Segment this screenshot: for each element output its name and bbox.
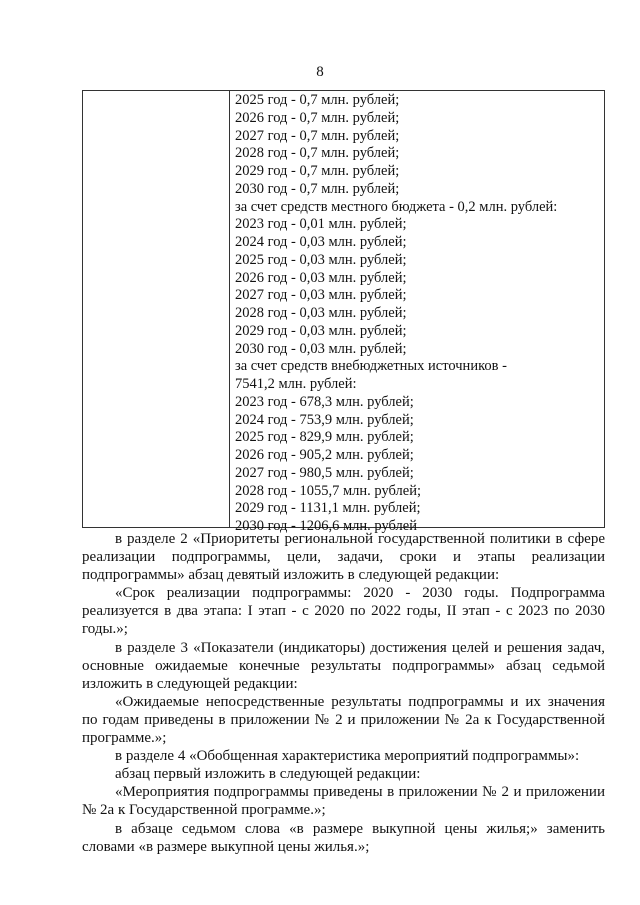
table-line: 2026 год - 905,2 млн. рублей; bbox=[235, 447, 414, 463]
table-line: 2028 год - 0,7 млн. рублей; bbox=[235, 145, 400, 162]
table-line: 2029 год - 1131,1 млн. рублей; bbox=[235, 500, 421, 517]
table-line: 2028 год - 0,03 млн. рублей; bbox=[235, 305, 407, 321]
paragraph: «Ожидаемые непосредственные результаты подпрограммы и их значения по годам приведены в приложении № 2 и приложении № 2а к Государственной программе.»; bbox=[82, 693, 605, 747]
table-line: 2024 год - 0,03 млн. рублей; bbox=[235, 234, 407, 250]
funding-table bbox=[82, 90, 605, 534]
paragraph: «Мероприятия подпрограммы приведены в приложении № 2 и приложении № 2а к Государственной программе.»; bbox=[82, 784, 605, 819]
table-line: 2027 год - 0,7 млн. рублей; bbox=[235, 127, 400, 144]
funding-table-right-cell bbox=[235, 92, 557, 536]
table-line: 2023 год - 678,3 млн. рублей; bbox=[235, 393, 414, 410]
page-number: 8 bbox=[316, 64, 324, 80]
table-line: 2030 год - 1206,6 млн. рублей bbox=[235, 518, 417, 534]
table-line: 2027 год - 980,5 млн. рублей; bbox=[235, 464, 414, 481]
table-line: 2029 год - 0,7 млн. рублей; bbox=[235, 163, 400, 179]
table-column-divider bbox=[229, 91, 230, 527]
table-line: 2028 год - 1055,7 млн. рублей; bbox=[235, 482, 422, 499]
paragraph: в разделе 2 «Приоритеты региональной государственной политики в сфере реализации подпрограммы, цели, задачи, сроки и этапы реализации подпрограммы» абзац девятый изложить в следующей редакции: bbox=[82, 531, 605, 584]
table-line: 2024 год - 753,9 млн. рублей; bbox=[235, 411, 414, 428]
table-line: 2026 год - 0,7 млн. рублей; bbox=[235, 109, 400, 126]
paragraph: в разделе 3 «Показатели (индикаторы) достижения целей и решения задач, основные ожидаемые конечные результаты подпрограммы» абзац седьмой изложить в следующей редакции: bbox=[82, 639, 605, 692]
paragraph: в разделе 4 «Обобщенная характеристика мероприятий подпрограммы»: bbox=[115, 748, 580, 765]
paragraph: «Срок реализации подпрограммы: 2020 - 2030 годы. Подпрограмма реализуется в два этапа: I этап - с 2020 по 2022 годы, II этап - с 2023 по 2030 годы.»; bbox=[82, 585, 605, 638]
table-line: 2025 год - 829,9 млн. рублей; bbox=[235, 429, 414, 446]
table-line: 2029 год - 0,03 млн. рублей; bbox=[235, 322, 407, 339]
table-line: за счет средств местного бюджета - 0,2 млн. рублей: bbox=[235, 198, 558, 215]
paragraph: абзац первый изложить в следующей редакции: bbox=[115, 766, 421, 783]
table-line: 2025 год - 0,03 млн. рублей; bbox=[235, 251, 407, 268]
table-line: 2023 год - 0,01 млн. рублей; bbox=[235, 216, 407, 233]
table-line: 7541,2 млн. рублей: bbox=[235, 376, 357, 392]
table-line: 2025 год - 0,7 млн. рублей; bbox=[235, 92, 400, 108]
table-line: за счет средств внебюджетных источников - bbox=[235, 358, 507, 375]
document-body bbox=[82, 530, 605, 856]
paragraph: в абзаце седьмом слова «в размере выкупной цены жилья;» заменить словами «в размере выкупной цены жилья.»; bbox=[82, 820, 605, 855]
table-line: 2030 год - 0,7 млн. рублей; bbox=[235, 180, 400, 197]
table-line: 2026 год - 0,03 млн. рублей; bbox=[235, 269, 407, 286]
table-line: 2027 год - 0,03 млн. рублей; bbox=[235, 287, 407, 304]
table-line: 2030 год - 0,03 млн. рублей; bbox=[235, 340, 407, 357]
